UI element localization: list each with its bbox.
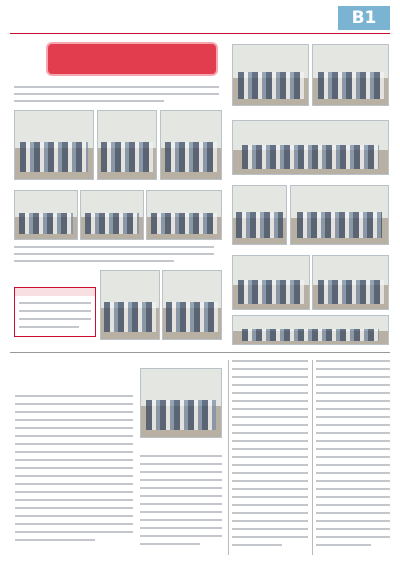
photo	[312, 44, 389, 106]
author-photo	[140, 368, 222, 438]
intro-text-line	[14, 93, 219, 95]
intro-text-line	[14, 100, 164, 102]
intro-text-line	[14, 86, 219, 88]
header-rule	[10, 33, 390, 34]
article-column-4	[316, 360, 390, 555]
column-rule	[228, 360, 229, 555]
photo	[290, 185, 389, 245]
notice-text-line	[19, 318, 91, 320]
section-divider	[10, 352, 390, 353]
article-column-1	[15, 395, 135, 555]
mini-notice-box	[14, 287, 96, 337]
page-number-tab: B1	[338, 6, 390, 30]
photo	[80, 190, 144, 240]
column-rule	[312, 360, 313, 555]
photo	[232, 44, 309, 106]
notice-text-line	[19, 326, 79, 328]
photo	[312, 255, 389, 310]
photo	[232, 255, 310, 310]
notice-text-line	[19, 302, 91, 304]
school-text-line	[14, 253, 214, 255]
photo	[14, 110, 94, 180]
photo	[232, 315, 389, 345]
photo	[162, 270, 222, 340]
photo	[232, 185, 287, 245]
photo	[100, 270, 160, 340]
photo	[14, 190, 78, 240]
feature-banner	[48, 44, 216, 74]
mini-notice-tag	[15, 288, 95, 296]
notice-text-line	[19, 310, 91, 312]
school-text-line	[14, 260, 174, 262]
article-column-2	[140, 455, 222, 555]
photo	[97, 110, 157, 180]
photo	[232, 120, 389, 175]
photo	[146, 190, 222, 240]
school-text-line	[14, 246, 214, 248]
page-header	[0, 0, 400, 38]
photo	[160, 110, 222, 180]
article-column-3	[232, 360, 308, 555]
